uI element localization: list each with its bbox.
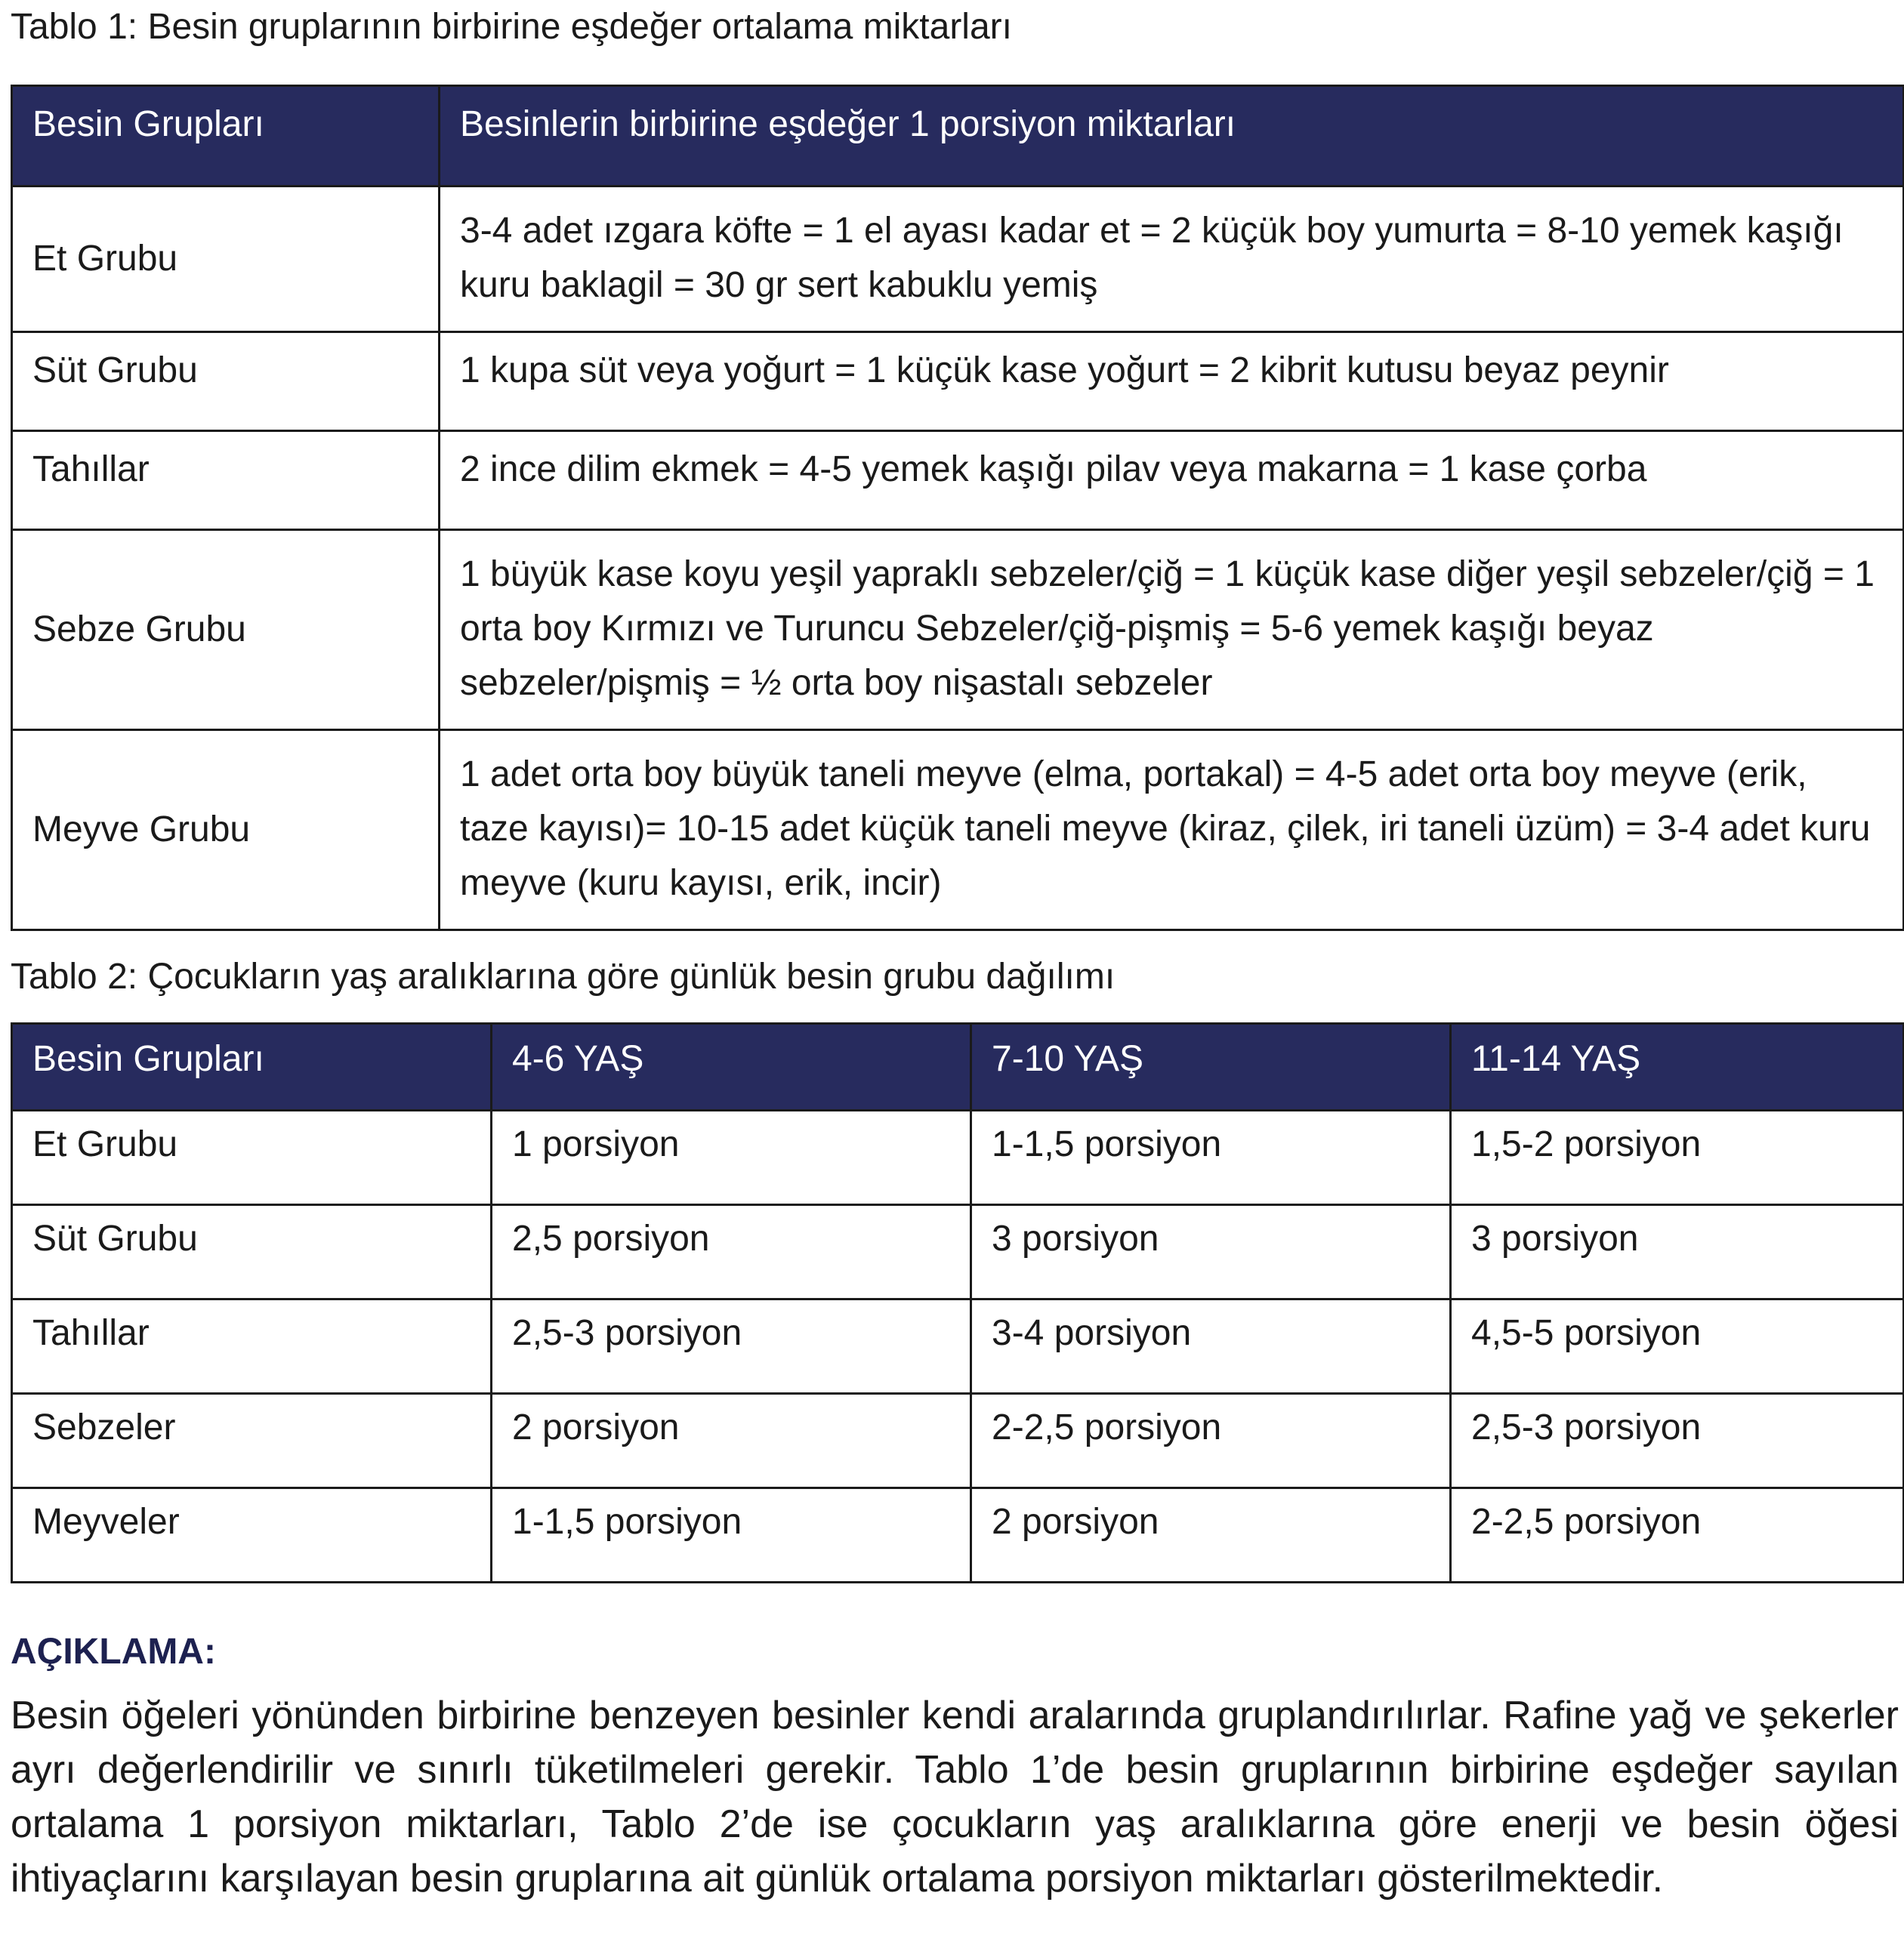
portion-cell: 3 porsiyon	[1451, 1205, 1904, 1299]
portion-equivalents-table	[11, 85, 1904, 931]
daily-portions-by-age-table	[11, 1022, 1904, 1583]
food-group-cell: Et Grubu	[12, 187, 440, 332]
food-group-cell: Süt Grubu	[12, 332, 440, 431]
column-header: 4-6 YAŞ	[492, 1024, 971, 1111]
food-group-cell: Tahıllar	[12, 1299, 492, 1394]
food-group-cell: Süt Grubu	[12, 1205, 492, 1299]
portion-cell: 3 porsiyon	[971, 1205, 1451, 1299]
column-header: Besin Grupları	[12, 1024, 492, 1111]
portion-cell: 1-1,5 porsiyon	[971, 1111, 1451, 1205]
portion-cell: 1,5-2 porsiyon	[1451, 1111, 1904, 1205]
table-row	[12, 187, 1904, 332]
portion-cell: 4,5-5 porsiyon	[1451, 1299, 1904, 1394]
column-header: 11-14 YAŞ	[1451, 1024, 1904, 1111]
food-group-cell: Tahıllar	[12, 431, 440, 530]
portion-equivalent-cell: 1 büyük kase koyu yeşil yapraklı sebzeler/çiğ = 1 küçük kase diğer yeşil sebzeler/çiğ = 1 orta boy Kırmızı ve Turuncu Sebzeler/çiğ-pişmiş = 5-6 yemek kaşığı beyaz sebzeler/pişmiş = ½ orta boy nişastalı sebzeler	[440, 530, 1904, 730]
portion-cell: 1-1,5 porsiyon	[492, 1488, 971, 1583]
column-header: Besinlerin birbirine eşdeğer 1 porsiyon miktarları	[440, 86, 1904, 187]
food-group-cell: Meyveler	[12, 1488, 492, 1583]
table-row	[12, 1111, 1904, 1205]
portion-equivalent-cell: 1 adet orta boy büyük taneli meyve (elma, portakal) = 4-5 adet orta boy meyve (erik, taze kayısı)= 10-15 adet küçük taneli meyve (kiraz, çilek, iri taneli üzüm) = 3-4 adet kuru meyve (kuru kayısı, erik, incir)	[440, 730, 1904, 930]
table-row	[12, 1299, 1904, 1394]
portion-equivalent-cell: 1 kupa süt veya yoğurt = 1 küçük kase yoğurt = 2 kibrit kutusu beyaz peynir	[440, 332, 1904, 431]
column-header: 7-10 YAŞ	[971, 1024, 1451, 1111]
explanation-paragraph: Besin öğeleri yönünden birbirine benzeyen besinler kendi aralarında gruplandırılırlar. Rafine yağ ve şekerler ayrı değerlendirilir ve sınırlı tüketilmeleri gerekir. Tablo 1’de besin gruplarının birbirine eşdeğer sayılan ortalama 1 porsiyon miktarları, Tablo 2’de ise çocukların yaş aralıklarına göre enerji ve besin öğesi ihtiyaçlarını karşılayan besin gruplarına ait günlük ortalama porsiyon miktarları gösterilmektedir.	[11, 1694, 1899, 1901]
portion-cell: 2-2,5 porsiyon	[971, 1394, 1451, 1488]
table-row	[12, 530, 1904, 730]
table1-caption: Tablo 1: Besin gruplarının birbirine eşdeğer ortalama miktarları	[11, 7, 1012, 47]
portion-cell: 2,5-3 porsiyon	[492, 1299, 971, 1394]
table-row	[12, 1394, 1904, 1488]
portion-cell: 1 porsiyon	[492, 1111, 971, 1205]
portion-cell: 2-2,5 porsiyon	[1451, 1488, 1904, 1583]
table-header-row	[12, 1024, 1904, 1111]
table-row	[12, 730, 1904, 930]
table-header-row	[12, 86, 1904, 187]
table-row	[12, 332, 1904, 431]
food-group-cell: Sebzeler	[12, 1394, 492, 1488]
portion-cell: 2 porsiyon	[971, 1488, 1451, 1583]
table-row	[12, 431, 1904, 530]
table-row	[12, 1488, 1904, 1583]
portion-cell: 2,5-3 porsiyon	[1451, 1394, 1904, 1488]
portion-equivalent-cell: 3-4 adet ızgara köfte = 1 el ayası kadar et = 2 küçük boy yumurta = 8-10 yemek kaşığı kuru baklagil = 30 gr sert kabuklu yemiş	[440, 187, 1904, 332]
table-row	[12, 1205, 1904, 1299]
explanation-heading: AÇIKLAMA:	[11, 1632, 216, 1672]
food-group-cell: Sebze Grubu	[12, 530, 440, 730]
table2-caption: Tablo 2: Çocukların yaş aralıklarına göre günlük besin grubu dağılımı	[11, 957, 1116, 997]
column-header: Besin Grupları	[12, 86, 440, 187]
portion-equivalent-cell: 2 ince dilim ekmek = 4-5 yemek kaşığı pilav veya makarna = 1 kase çorba	[440, 431, 1904, 530]
portion-cell: 3-4 porsiyon	[971, 1299, 1451, 1394]
portion-cell: 2 porsiyon	[492, 1394, 971, 1488]
portion-cell: 2,5 porsiyon	[492, 1205, 971, 1299]
food-group-cell: Meyve Grubu	[12, 730, 440, 930]
food-group-cell: Et Grubu	[12, 1111, 492, 1205]
